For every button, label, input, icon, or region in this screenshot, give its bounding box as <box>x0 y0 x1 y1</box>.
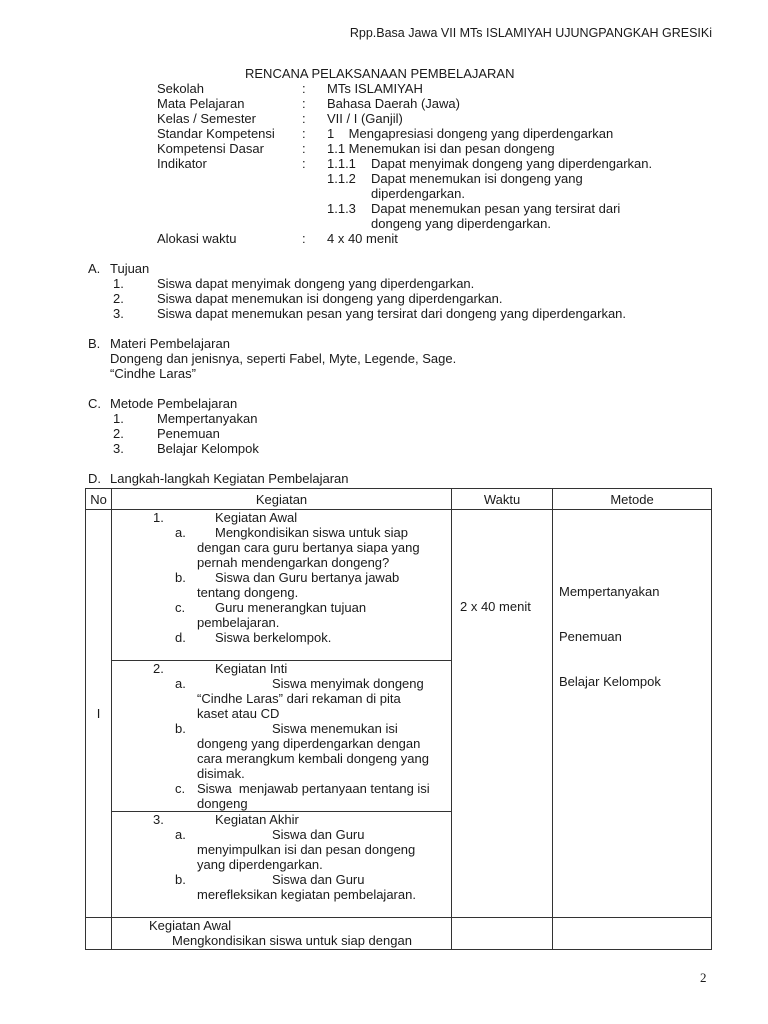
list-item: Mempertanyakan <box>157 411 258 426</box>
sub-text: dongeng <box>197 796 248 811</box>
step-number: 1. <box>153 510 164 525</box>
list-number: 3. <box>113 441 124 456</box>
table-row <box>86 918 712 950</box>
meta-label: Sekolah <box>157 81 204 96</box>
indikator-text: Dapat menyimak dongeng yang diperdengarkan. <box>371 156 653 171</box>
section-title: Materi Pembelajaran <box>110 336 230 351</box>
sub-text: dengan cara guru bertanya siapa yang <box>197 540 420 555</box>
list-item: Siswa dapat menemukan isi dongeng yang diperdengarkan. <box>157 291 503 306</box>
list-number: 1. <box>113 276 124 291</box>
section-letter: C. <box>88 396 101 411</box>
kegiatan-akhir-cell <box>112 812 452 918</box>
meta-colon: : <box>302 231 306 246</box>
metode-cell <box>553 510 712 918</box>
list-item: Siswa dapat menyimak dongeng yang diperdengarkan. <box>157 276 475 291</box>
row-number: I <box>86 510 112 918</box>
section-title: Tujuan <box>110 261 150 276</box>
sub-text: Siswa dan Guru bertanya jawab <box>215 570 400 585</box>
sub-letter: b. <box>175 570 186 585</box>
list-number: 2. <box>113 426 124 441</box>
sub-text: kaset atau CD <box>197 706 280 721</box>
meta-value: 4 x 40 menit <box>327 231 398 246</box>
page-header: Rpp.Basa Jawa VII MTs ISLAMIYAH UJUNGPANGKAH GRESIKi <box>349 26 712 40</box>
meta-colon: : <box>302 81 306 96</box>
materi-text: “Cindhe Laras” <box>110 366 196 381</box>
meta-label: Alokasi waktu <box>157 231 237 246</box>
indikator-text: diperdengarkan. <box>371 186 465 201</box>
step-number: 3. <box>153 812 164 827</box>
table-row <box>86 510 712 661</box>
kegiatan-awal-cell-2 <box>112 918 452 950</box>
sub-text: Siswa menyimak dongeng <box>272 676 424 691</box>
sub-letter: c. <box>175 600 186 615</box>
meta-colon: : <box>302 126 306 141</box>
meta-value: Bahasa Daerah (Jawa) <box>327 96 460 111</box>
column-header-metode: Metode <box>553 489 712 510</box>
indikator-text: Dapat menemukan isi dongeng yang <box>371 171 583 186</box>
sub-letter: c. <box>175 781 186 796</box>
column-header-waktu: Waktu <box>452 489 553 510</box>
meta-label: Standar Kompetensi <box>157 126 275 141</box>
metode-item: Mempertanyakan <box>559 584 660 599</box>
kegiatan-inti-cell <box>112 661 452 812</box>
row-number-empty <box>86 918 112 950</box>
sub-text: cara merangkum kembali dongeng yang <box>197 751 429 766</box>
meta-label: Indikator <box>157 156 207 171</box>
metode-cell-empty <box>553 918 712 950</box>
sub-text: yang diperdengarkan. <box>197 857 323 872</box>
sub-text: “Cindhe Laras” dari rekaman di pita <box>197 691 401 706</box>
meta-label: Kompetensi Dasar <box>157 141 264 156</box>
sub-letter: b. <box>175 872 186 887</box>
waktu-cell <box>452 510 553 918</box>
sub-letter: a. <box>175 827 186 842</box>
metode-item: Belajar Kelompok <box>559 674 661 689</box>
waktu-cell-empty <box>452 918 553 950</box>
meta-label: Kelas / Semester <box>157 111 256 126</box>
metode-item: Penemuan <box>559 629 622 644</box>
sub-text: dongeng yang diperdengarkan dengan <box>197 736 421 751</box>
sub-text: menyimpulkan isi dan pesan dongeng <box>197 842 416 857</box>
sub-letter: a. <box>175 525 186 540</box>
section-letter: D. <box>88 471 101 486</box>
list-number: 2. <box>113 291 124 306</box>
step-title: Kegiatan Inti <box>215 661 288 676</box>
sub-letter: d. <box>175 630 186 645</box>
section-letter: B. <box>88 336 101 351</box>
section-title: Metode Pembelajaran <box>110 396 238 411</box>
sub-text: Mengkondisikan siswa untuk siap dengan <box>172 933 412 948</box>
document-title: RENCANA PELAKSANAAN PEMBELAJARAN <box>245 66 515 81</box>
meta-label: Mata Pelajaran <box>157 96 245 111</box>
sub-text: tentang dongeng. <box>197 585 299 600</box>
sub-text: Siswa berkelompok. <box>215 630 332 645</box>
sub-text: merefleksikan kegiatan pembelajaran. <box>197 887 416 902</box>
sub-text: Siswa menemukan isi <box>272 721 398 736</box>
section-letter: A. <box>88 261 101 276</box>
meta-value: VII / I (Ganjil) <box>327 111 403 126</box>
sub-text: Guru menerangkan tujuan <box>215 600 367 615</box>
sub-letter: a. <box>175 676 186 691</box>
indikator-text: dongeng yang diperdengarkan. <box>371 216 551 231</box>
meta-value: MTs ISLAMIYAH <box>327 81 423 96</box>
meta-colon: : <box>302 156 306 171</box>
list-item: Siswa dapat menemukan pesan yang tersirat dari dongeng yang diperdengarkan. <box>157 306 627 321</box>
sub-text: Siswa dan Guru <box>272 827 365 842</box>
sub-text: Siswa dan Guru <box>272 872 365 887</box>
sub-text: disimak. <box>197 766 245 781</box>
materi-text: Dongeng dan jenisnya, seperti Fabel, Myte, Legende, Sage. <box>110 351 457 366</box>
list-number: 3. <box>113 306 124 321</box>
sub-text: Mengkondisikan siswa untuk siap <box>215 525 408 540</box>
section-title: Langkah-langkah Kegiatan Pembelajaran <box>110 471 349 486</box>
table-header-row <box>86 489 712 510</box>
sub-letter: b. <box>175 721 186 736</box>
step-title: Kegiatan Akhir <box>215 812 299 827</box>
list-item: Belajar Kelompok <box>157 441 259 456</box>
step-title: Kegiatan Awal <box>149 918 232 933</box>
list-item: Penemuan <box>157 426 220 441</box>
meta-colon: : <box>302 141 306 156</box>
indikator-text: Dapat menemukan pesan yang tersirat dari <box>371 201 621 216</box>
sub-text: pernah mendengarkan dongeng? <box>197 555 390 570</box>
indikator-number: 1.1.1 <box>327 156 356 171</box>
step-number: 2. <box>153 661 164 676</box>
step-title: Kegiatan Awal <box>215 510 298 525</box>
page-number: 2 <box>700 970 707 985</box>
meta-value: 1.1 Menemukan isi dan pesan dongeng <box>327 141 555 156</box>
meta-value: 1 Mengapresiasi dongeng yang diperdengarkan <box>327 126 614 141</box>
waktu-value: 2 x 40 menit <box>460 599 531 614</box>
column-header-no: No <box>86 489 112 510</box>
indikator-number: 1.1.2 <box>327 171 356 186</box>
indikator-number: 1.1.3 <box>327 201 356 216</box>
meta-colon: : <box>302 96 306 111</box>
kegiatan-awal-cell <box>112 510 452 661</box>
sub-text: pembelajaran. <box>197 615 280 630</box>
sub-text: Siswa menjawab pertanyaan tentang isi <box>197 781 430 796</box>
list-number: 1. <box>113 411 124 426</box>
column-header-kegiatan: Kegiatan <box>112 489 452 510</box>
kegiatan-table <box>85 488 712 950</box>
meta-colon: : <box>302 111 306 126</box>
